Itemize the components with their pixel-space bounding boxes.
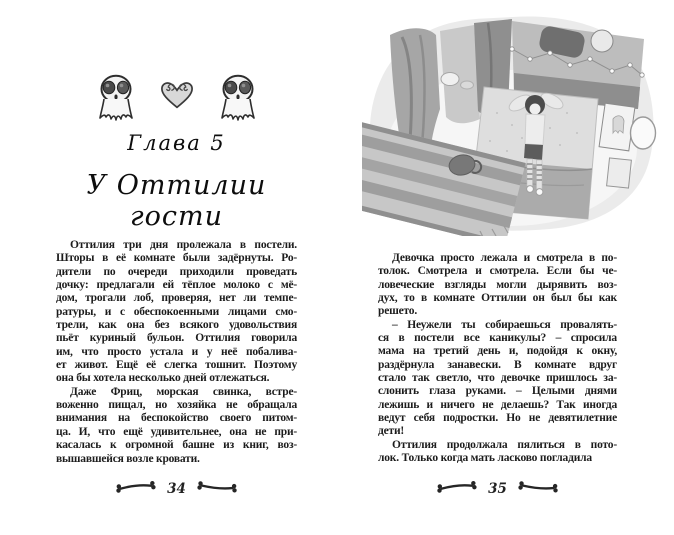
page-number: 35 — [488, 481, 507, 497]
page-number: 34 — [167, 481, 186, 497]
text-line: слонить глаза руками. – Целыми днями — [378, 385, 617, 398]
text-line: касалась к огромной башне из книг, воз- — [56, 439, 297, 452]
text-line: ет живот. Ещё её слегка тошнит. Поэтому — [56, 359, 297, 372]
bone-icon — [515, 477, 560, 501]
chapter-decorations — [56, 74, 297, 126]
text-line: дух, то в комнате Оттилии он был бы как — [378, 292, 617, 305]
text-line: пьёт куриный бульон. Оттилия говорила — [56, 332, 297, 345]
right-page-footer — [378, 478, 617, 500]
text-line: ратуры, и с обеспокоенными лицами смо- — [56, 305, 297, 318]
text-line: стало так светло, что девочке пришлось за- — [378, 372, 617, 385]
text-line: Шторы в её комнате были задёрнуты. Ро- — [56, 252, 297, 265]
text-line: решето. — [378, 305, 418, 318]
text-line: раздёрнула занавески. В комнате вдруг — [378, 358, 617, 371]
text-line: дети! — [378, 425, 405, 438]
skull-icon — [96, 74, 136, 127]
left-page-footer — [56, 478, 297, 500]
text-line: воженно пищал, но хозяйка не обращала — [56, 399, 297, 412]
text-line: мама на третий день и, подойдя к окну, — [378, 345, 617, 358]
bedroom-girl-on-bed-illustration — [362, 12, 662, 236]
right-text-block — [378, 252, 617, 466]
text-line: дом, трогали лоб, проверяя, нет ли темпе- — [56, 292, 297, 305]
chapter-label: Глава 5 — [127, 131, 226, 155]
text-line: ца. И, что ещё удивительнее, она не при- — [56, 425, 297, 438]
text-line: дители по очереди приходили проведать — [56, 265, 297, 278]
text-line: ся в постели все каникулы? – спросила — [378, 332, 617, 345]
text-line: дочку: предлагали ей тёплое молоко с мё- — [56, 279, 297, 292]
bone-icon — [434, 477, 480, 502]
left-text-block — [56, 239, 297, 466]
text-line: Оттилия три дня пролежала в постели. — [70, 239, 297, 251]
text-line: лежишь и ничего не делаешь? Так иногда — [378, 398, 617, 411]
text-line: вышавшейся возле кровати. — [56, 452, 200, 465]
text-line: она бы хотела несколько дней отлежаться. — [56, 372, 270, 385]
bone-icon — [194, 477, 239, 501]
text-line: Даже Фриц, морская свинка, встре- — [70, 385, 297, 398]
text-line: им, что просто устала и у неё побалива- — [56, 345, 297, 358]
text-line: толок. Смотрела и смотрела. Если бы че- — [378, 265, 617, 278]
skull-icon — [218, 74, 258, 127]
text-line: лок. Только когда мать ласково погладила — [378, 452, 592, 465]
chapter-title: У Оттилии гости — [86, 170, 267, 232]
text-line: ловеческие взгляды могли дырявить воз- — [378, 278, 617, 291]
heart-icon — [160, 80, 194, 115]
text-line: – Неужели ты собираешься провалять- — [392, 318, 617, 331]
text-line: Оттилия продолжала пялиться в пото- — [392, 438, 617, 451]
text-line: внимания на беспокойство своего питом- — [56, 412, 297, 425]
text-line: Девочка просто лежала и смотрела в по- — [392, 252, 617, 264]
bone-icon — [113, 477, 159, 502]
text-line: трели, как она без всякого удовольствия — [56, 319, 297, 332]
text-line: ведут себя подростки. Но не девятилетние — [378, 412, 617, 425]
